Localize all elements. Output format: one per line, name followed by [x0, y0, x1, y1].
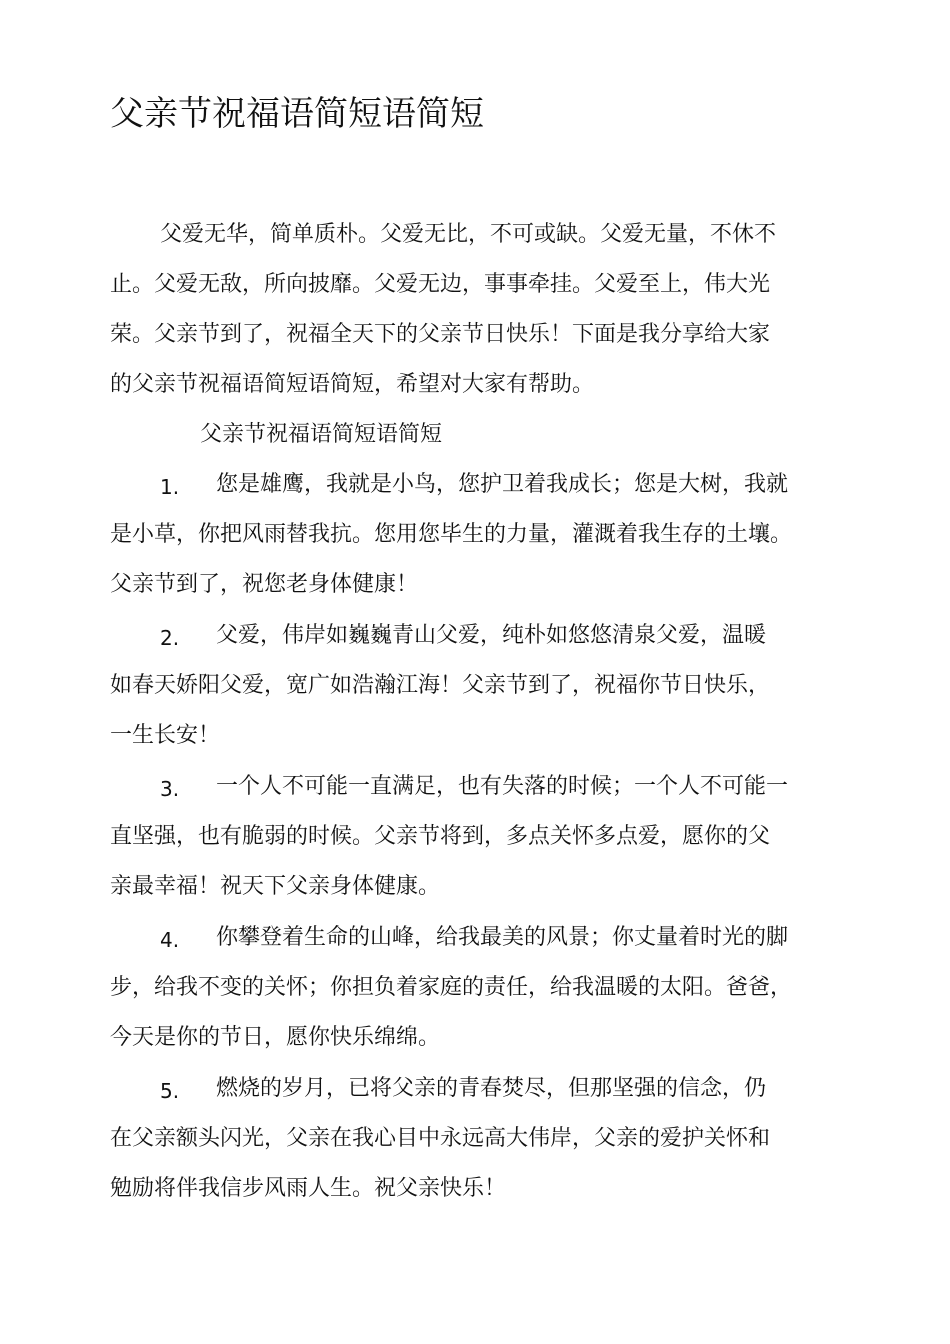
item-line: 您是雄鹰，我就是小鸟，您护卫着我成长；您是大树，我就 [216, 472, 789, 497]
item-line: 是小草，你把风雨替我抗。您用您毕生的力量，灌溉着我生存的土壤。 [110, 522, 793, 547]
item-number: 4. [160, 928, 180, 952]
item-line: 在父亲额头闪光，父亲在我心目中永远高大伟岸，父亲的爱护关怀和 [110, 1126, 771, 1151]
item-line: 父亲节到了，祝您老身体健康！ [110, 572, 419, 597]
item-line: 你攀登着生命的山峰，给我最美的风景；你丈量着时光的脚 [216, 925, 789, 950]
item-line: 一生长安！ [110, 723, 221, 748]
item-line: 直坚强，也有脆弱的时候。父亲节将到，多点关怀多点爱，愿你的父 [110, 824, 771, 849]
item-line: 勉励将伴我信步风雨人生。祝父亲快乐！ [110, 1176, 507, 1201]
item-line: 步，给我不变的关怀；你担负着家庭的责任，给我温暖的太阳。爸爸， [110, 975, 793, 1000]
intro-line: 的父亲节祝福语简短语简短，希望对大家有帮助。 [110, 372, 595, 397]
item-line: 亲最幸福！祝天下父亲身体健康。 [110, 874, 441, 899]
intro-line: 止。父爱无敌，所向披靡。父爱无边，事事牵挂。父爱至上，伟大光 [110, 272, 771, 297]
item-line: 今天是你的节日，愿你快乐绵绵。 [110, 1025, 441, 1050]
item-number: 5. [160, 1079, 180, 1103]
document-title: 父亲节祝福语简短语简短 [110, 94, 484, 134]
intro-line: 荣。父亲节到了，祝福全天下的父亲节日快乐！下面是我分享给大家 [110, 322, 771, 347]
item-number: 3. [160, 777, 180, 801]
intro-line: 父爱无华，简单质朴。父爱无比，不可或缺。父爱无量，不休不 [160, 222, 777, 247]
item-line: 燃烧的岁月，已将父亲的青春焚尽，但那坚强的信念，仍 [216, 1076, 767, 1101]
section-subtitle: 父亲节祝福语简短语简短 [200, 422, 443, 447]
item-line: 如春天娇阳父爱，宽广如浩瀚江海！父亲节到了，祝福你节日快乐， [110, 673, 771, 698]
item-line: 一个人不可能一直满足，也有失落的时候；一个人不可能一 [216, 774, 789, 799]
item-line: 父爱，伟岸如巍巍青山父爱，纯朴如悠悠清泉父爱，温暖 [216, 623, 767, 648]
item-number: 1. [160, 475, 180, 499]
item-number: 2. [160, 626, 180, 650]
